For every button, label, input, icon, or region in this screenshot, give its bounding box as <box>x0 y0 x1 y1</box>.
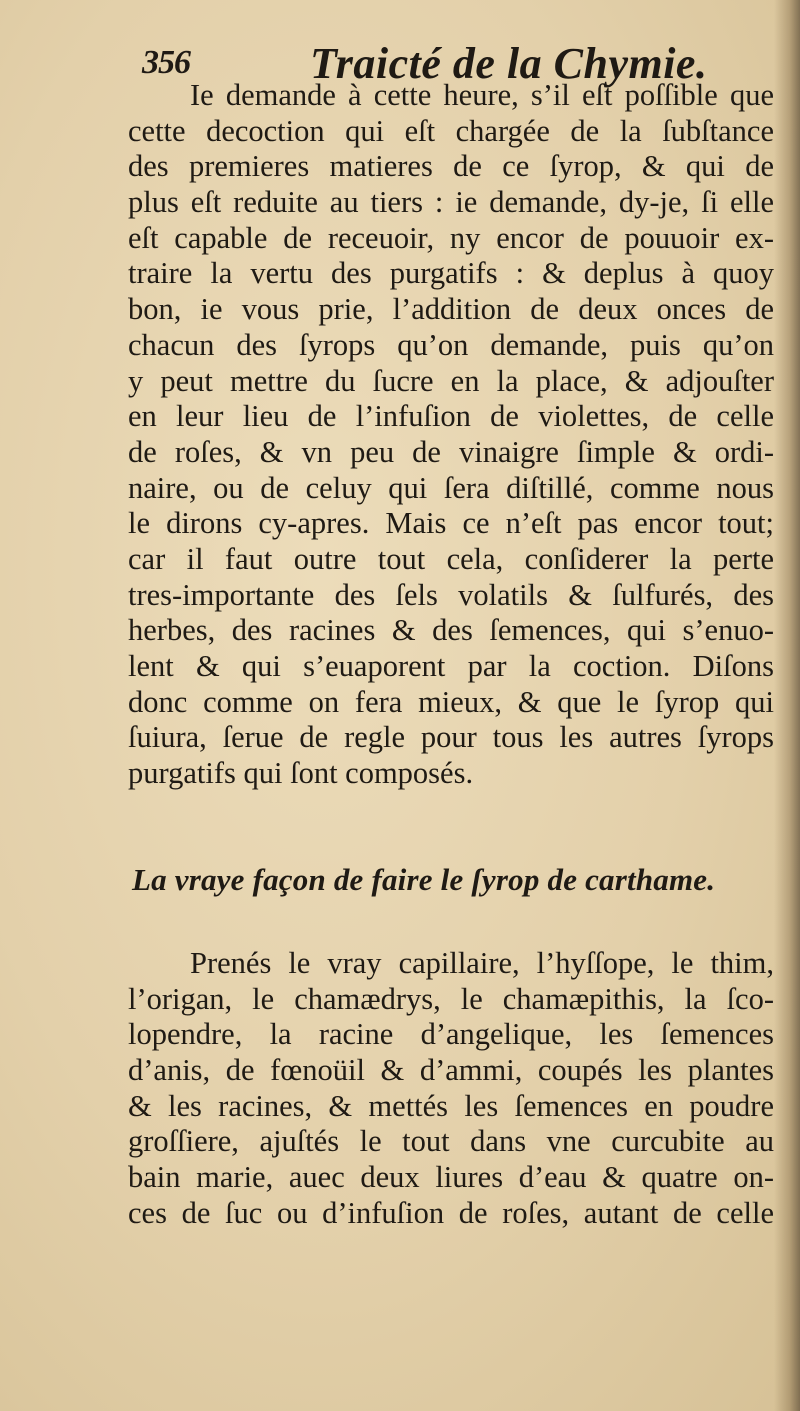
section-heading: La vraye façon de faire le ſyrop de carthame. <box>132 862 716 897</box>
text-line: ces de ſuc ou d’infuſion de roſes, autant de celle <box>128 1195 774 1230</box>
text-line: de roſes, & vn peu de vinaigre ſimple & ordi- <box>128 434 774 469</box>
text-line: Ie demande à cette heure, s’il eſt poſſible que <box>190 78 774 112</box>
text-line: traire la vertu des purgatifs : & deplus à quoy <box>128 256 774 291</box>
text-line: Prenés le vray capillaire, l’hyſſope, le thim, <box>190 946 774 980</box>
text-line: naire, ou de celuy qui ſera diſtillé, comme nous <box>128 470 774 505</box>
text-line: tres-importante des ſels volatils & ſulfurés, des <box>128 577 774 612</box>
text-line: eſt capable de receuoir, ny encor de pouuoir ex- <box>128 220 774 255</box>
paragraph-1 <box>128 78 774 792</box>
text-line: en leur lieu de l’infuſion de violettes, de celle <box>128 399 774 434</box>
text-line: le dirons cy-apres. Mais ce n’eſt pas encor tout; <box>128 506 774 541</box>
text-line: herbes, des racines & des ſemences, qui s’enuo- <box>128 613 774 648</box>
text-line: bain marie, auec deux liures d’eau & quatre on- <box>128 1160 774 1195</box>
text-line: lopendre, la racine d’angelique, les ſemences <box>128 1017 774 1052</box>
text-line: plus eſt reduite au tiers : ie demande, dy-je, ſi elle <box>128 185 774 220</box>
text-line: groſſiere, ajuſtés le tout dans vne curcubite au <box>128 1124 774 1159</box>
text-line: bon, ie vous prie, l’addition de deux onces de <box>128 292 774 327</box>
text-line: d’anis, de fœnoüil & d’ammi, coupés les plantes <box>128 1053 774 1088</box>
text-line: cette decoction qui eſt chargée de la ſubſtance <box>128 113 774 148</box>
text-line: l’origan, le chamædrys, le chamæpithis, la ſco- <box>128 981 774 1016</box>
text-line: y peut mettre du ſucre en la place, & adjouſter <box>128 363 774 398</box>
running-title: Traicté de la Chymie. <box>310 39 708 88</box>
page-gutter-shadow <box>774 0 800 1411</box>
text-line: ſuiura, ſerue de regle pour tous les autres ſyrops <box>128 720 774 755</box>
text-line: car il faut outre tout cela, conſiderer la perte <box>128 541 774 576</box>
text-line: lent & qui s’euaporent par la coction. Diſons <box>128 649 774 683</box>
text-line: purgatifs qui ſont composés. <box>128 756 474 791</box>
paragraph-2 <box>128 946 774 1232</box>
text-line: & les racines, & mettés les ſemences en poudre <box>128 1088 774 1123</box>
text-line: donc comme on fera mieux, & que le ſyrop qui <box>128 684 774 719</box>
page-number: 356 <box>142 44 190 81</box>
text-line: chacun des ſyrops qu’on demande, puis qu’on <box>128 327 774 362</box>
text-line: des premieres matieres de ce ſyrop, & qui de <box>128 149 774 184</box>
